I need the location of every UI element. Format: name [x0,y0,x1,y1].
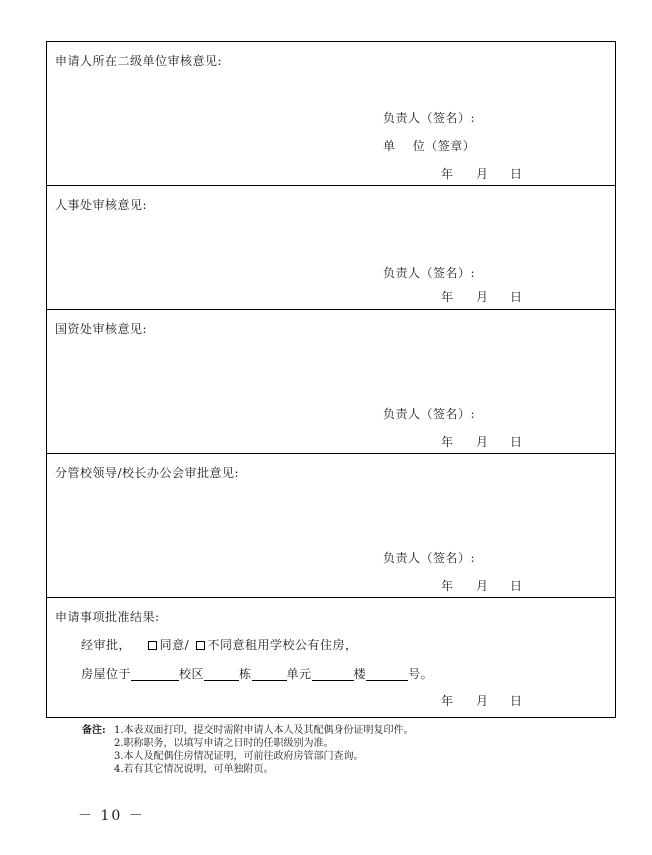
campus-label: 校区 [179,667,205,681]
date-month: 月 [476,290,489,304]
date-day: 日 [510,579,523,593]
floor-blank[interactable] [312,668,354,681]
section-title: 人事处审核意见: [55,198,148,212]
date-day: 日 [510,167,523,181]
location-line [81,667,433,681]
approval-prefix: 经审批， [81,638,132,652]
unit-seal-label: 单 位（签章） [383,139,476,153]
section-title: 国资处审核意见: [55,322,148,336]
section-unit-review [47,42,615,186]
signer-label: 负责人（签名）: [383,407,476,421]
number-blank[interactable] [366,668,408,681]
date-day: 日 [510,694,523,708]
disagree-checkbox[interactable] [196,641,205,650]
building-blank[interactable] [204,668,239,681]
date-year: 年 [441,167,454,181]
number-label: 号。 [408,667,434,681]
section-title: 分管校领导/校长办公会审批意见: [55,466,240,480]
location-prefix: 房屋位于 [81,667,132,681]
section-title: 申请事项批准结果: [55,610,160,624]
agree-checkbox[interactable] [148,641,157,650]
note-item: 3.本人及配偶住房情况证明，可前往政府房管部门查询。 [114,751,364,762]
date-year: 年 [441,290,454,304]
signer-label: 负责人（签名）: [383,111,476,125]
date-month: 月 [476,579,489,593]
building-label: 栋 [239,667,252,681]
approval-line [81,638,358,652]
date-day: 日 [510,435,523,449]
date-month: 月 [476,435,489,449]
unit-blank[interactable] [252,668,287,681]
page-number: － 10 － [78,808,145,824]
floor-label: 楼 [353,667,367,681]
date-year: 年 [441,435,454,449]
date-month: 月 [476,694,489,708]
signer-label: 负责人（签名）: [383,266,476,280]
unit-label: 单元 [286,667,312,681]
notes-block [82,724,414,776]
section-hr-review [47,186,615,310]
date-day: 日 [510,290,523,304]
note-item: 2.职称职务，以填写申请之日时的任职级别为准。 [114,738,334,749]
section-title: 申请人所在二级单位审核意见: [55,54,223,68]
date-year: 年 [441,694,454,708]
section-leader-approval [47,454,615,598]
section-approval-result [47,598,615,717]
campus-blank[interactable] [131,668,179,681]
date-year: 年 [441,579,454,593]
notes-label: 备注: [82,725,106,736]
signer-label: 负责人（签名）: [383,551,476,565]
disagree-label: 不同意租用学校公有住房， [207,638,358,652]
date-month: 月 [476,167,489,181]
agree-label: 同意/ [159,638,190,652]
note-item: 4.若有其它情况说明，可单独附页。 [114,764,274,775]
note-item: 1.本表双面打印，提交时需附申请人本人及其配偶身份证明复印件。 [114,725,414,736]
section-assets-review [47,310,615,454]
approval-form-table [46,41,616,718]
